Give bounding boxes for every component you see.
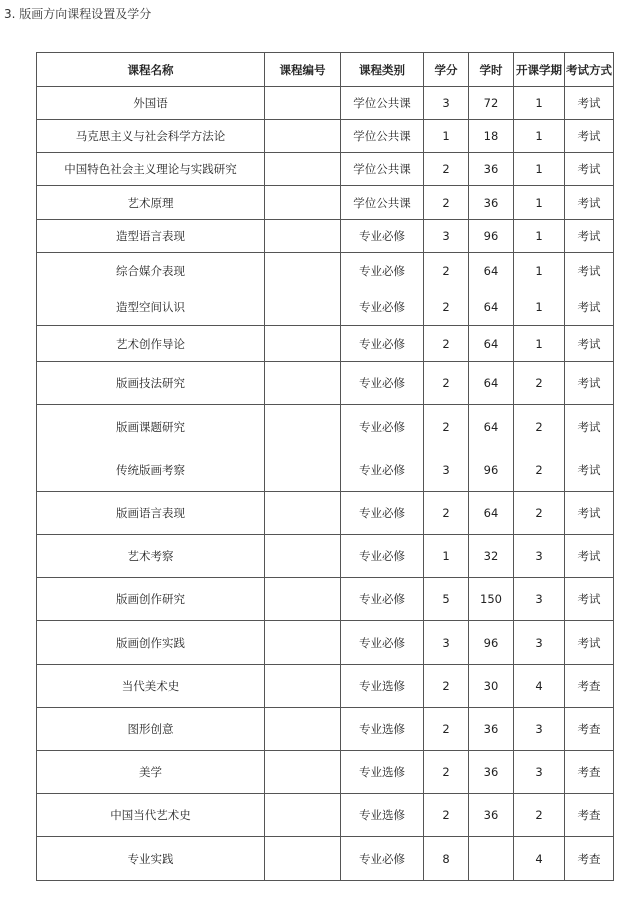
course-exam-value: 考试	[577, 264, 601, 278]
header-course-code: 课程编号	[265, 53, 341, 87]
course-credits-value: 3	[442, 462, 450, 477]
course-semester-value: 1	[535, 264, 543, 278]
course-category: 学位公共课	[341, 186, 424, 220]
course-exam	[565, 253, 614, 326]
course-exam: 考试	[565, 326, 614, 362]
course-category: 专业必修	[341, 837, 424, 881]
table-row	[37, 492, 614, 535]
table-row	[37, 751, 614, 794]
table-header-row	[37, 53, 614, 87]
course-semester: 1	[514, 326, 565, 362]
course-category: 专业选修	[341, 665, 424, 708]
course-category	[341, 405, 424, 492]
course-table	[36, 52, 614, 881]
course-semester: 1	[514, 120, 565, 153]
course-code	[265, 794, 341, 837]
course-exam: 考试	[565, 220, 614, 253]
course-hours	[469, 405, 514, 492]
course-category-value: 专业必修	[359, 300, 405, 314]
course-exam	[565, 405, 614, 492]
course-category: 专业必修	[341, 326, 424, 362]
course-semester: 1	[514, 153, 565, 186]
course-exam: 考试	[565, 120, 614, 153]
course-code	[265, 87, 341, 120]
course-category: 专业选修	[341, 794, 424, 837]
course-hours: 150	[469, 578, 514, 621]
table-row	[37, 535, 614, 578]
course-semester	[514, 253, 565, 326]
course-code	[265, 535, 341, 578]
course-credits-value: 2	[442, 264, 450, 278]
course-code-value	[265, 289, 340, 325]
course-credits-value: 2	[442, 300, 450, 314]
course-hours: 18	[469, 120, 514, 153]
course-semester: 4	[514, 837, 565, 881]
course-code	[265, 837, 341, 881]
table-row	[37, 87, 614, 120]
course-credits: 2	[424, 362, 469, 405]
course-semester-value: 2	[535, 419, 543, 434]
course-semester: 3	[514, 535, 565, 578]
course-name: 艺术创作导论	[37, 326, 265, 362]
table-row	[37, 708, 614, 751]
table-row	[37, 220, 614, 253]
course-name: 版画创作研究	[37, 578, 265, 621]
course-exam: 考试	[565, 535, 614, 578]
course-code	[265, 751, 341, 794]
course-semester: 3	[514, 621, 565, 665]
course-hours: 64	[469, 362, 514, 405]
table-row	[37, 405, 614, 492]
course-hours: 96	[469, 621, 514, 665]
course-hours: 36	[469, 186, 514, 220]
course-exam: 考试	[565, 578, 614, 621]
course-category: 学位公共课	[341, 120, 424, 153]
table-row	[37, 153, 614, 186]
course-hours-value: 64	[483, 264, 499, 278]
course-hours: 36	[469, 751, 514, 794]
course-exam: 考查	[565, 708, 614, 751]
course-code	[265, 153, 341, 186]
table-row	[37, 665, 614, 708]
course-semester: 3	[514, 751, 565, 794]
course-category: 专业必修	[341, 492, 424, 535]
course-name: 美学	[37, 751, 265, 794]
course-category-value: 专业必修	[359, 419, 405, 434]
course-hours-value: 64	[483, 419, 499, 434]
course-name: 造型语言表现	[37, 220, 265, 253]
header-course-category: 课程类别	[341, 53, 424, 87]
course-name: 专业实践	[37, 837, 265, 881]
course-credits: 2	[424, 492, 469, 535]
table-row	[37, 186, 614, 220]
course-name: 版画技法研究	[37, 362, 265, 405]
course-name: 综合媒介表现	[116, 264, 185, 278]
course-code	[265, 326, 341, 362]
course-name: 版画创作实践	[37, 621, 265, 665]
course-category: 专业必修	[341, 578, 424, 621]
course-exam: 考查	[565, 751, 614, 794]
course-semester-value: 2	[535, 462, 543, 477]
course-code-value	[265, 253, 340, 289]
course-code	[265, 708, 341, 751]
course-semester: 2	[514, 492, 565, 535]
course-hours: 36	[469, 794, 514, 837]
course-semester: 1	[514, 87, 565, 120]
course-category: 专业选修	[341, 751, 424, 794]
course-hours: 36	[469, 153, 514, 186]
course-code	[265, 665, 341, 708]
course-name: 中国特色社会主义理论与实践研究	[37, 153, 265, 186]
table-row	[37, 578, 614, 621]
course-name-group	[37, 253, 265, 326]
course-semester	[514, 405, 565, 492]
course-hours-value: 96	[483, 462, 499, 477]
course-semester: 2	[514, 362, 565, 405]
table-row	[37, 120, 614, 153]
course-name: 当代美术史	[37, 665, 265, 708]
course-category: 专业必修	[341, 535, 424, 578]
course-name-group	[37, 405, 265, 492]
course-exam: 考试	[565, 87, 614, 120]
course-code	[265, 621, 341, 665]
course-hours: 36	[469, 708, 514, 751]
course-exam: 考试	[565, 492, 614, 535]
course-semester: 2	[514, 794, 565, 837]
course-exam: 考查	[565, 837, 614, 881]
table-row	[37, 794, 614, 837]
course-code	[265, 253, 341, 326]
course-credits: 2	[424, 708, 469, 751]
course-semester: 4	[514, 665, 565, 708]
course-category: 专业必修	[341, 621, 424, 665]
header-exam-type: 考试方式	[565, 53, 614, 87]
course-credits: 2	[424, 186, 469, 220]
course-name: 外国语	[37, 87, 265, 120]
course-hours	[469, 253, 514, 326]
table-row	[37, 362, 614, 405]
course-credits: 3	[424, 220, 469, 253]
course-semester: 1	[514, 186, 565, 220]
course-exam: 考试	[565, 621, 614, 665]
course-category: 学位公共课	[341, 87, 424, 120]
course-credits: 2	[424, 794, 469, 837]
course-exam: 考试	[565, 153, 614, 186]
course-code-value	[265, 405, 340, 448]
course-category	[341, 253, 424, 326]
course-hours: 32	[469, 535, 514, 578]
course-name: 艺术考察	[37, 535, 265, 578]
course-semester: 3	[514, 708, 565, 751]
course-credits: 2	[424, 665, 469, 708]
course-semester: 1	[514, 220, 565, 253]
course-credits: 3	[424, 621, 469, 665]
table-row	[37, 326, 614, 362]
course-name: 图形创意	[37, 708, 265, 751]
course-code	[265, 362, 341, 405]
course-credits: 1	[424, 120, 469, 153]
course-hours: 64	[469, 326, 514, 362]
course-code-value	[265, 448, 340, 491]
header-semester: 开课学期	[514, 53, 565, 87]
course-hours	[469, 837, 514, 881]
table-row	[37, 621, 614, 665]
course-credits	[424, 405, 469, 492]
course-exam: 考查	[565, 794, 614, 837]
course-hours: 96	[469, 220, 514, 253]
header-course-name: 课程名称	[37, 53, 265, 87]
course-exam: 考查	[565, 665, 614, 708]
course-exam-value: 考试	[577, 419, 601, 434]
header-credits: 学分	[424, 53, 469, 87]
course-credits: 1	[424, 535, 469, 578]
course-credits: 2	[424, 326, 469, 362]
course-code	[265, 578, 341, 621]
course-code	[265, 492, 341, 535]
course-category-value: 专业必修	[359, 264, 405, 278]
course-credits: 8	[424, 837, 469, 881]
course-name: 版画语言表现	[37, 492, 265, 535]
course-credits: 5	[424, 578, 469, 621]
header-hours: 学时	[469, 53, 514, 87]
section-title: 3. 版画方向课程设置及学分	[4, 7, 152, 21]
course-code	[265, 220, 341, 253]
table-row	[37, 253, 614, 326]
course-credits: 3	[424, 87, 469, 120]
course-hours: 72	[469, 87, 514, 120]
course-exam-value: 考试	[577, 462, 601, 477]
course-name: 马克思主义与社会科学方法论	[37, 120, 265, 153]
table-row	[37, 837, 614, 881]
course-category: 学位公共课	[341, 153, 424, 186]
course-category-value: 专业必修	[359, 462, 405, 477]
course-exam: 考试	[565, 362, 614, 405]
course-code	[265, 120, 341, 153]
course-category: 专业必修	[341, 362, 424, 405]
course-exam-value: 考试	[577, 300, 601, 314]
course-name: 造型空间认识	[116, 300, 185, 314]
course-semester: 3	[514, 578, 565, 621]
course-name: 版画课题研究	[116, 419, 185, 434]
course-semester-value: 1	[535, 300, 543, 314]
course-category: 专业选修	[341, 708, 424, 751]
course-name: 中国当代艺术史	[37, 794, 265, 837]
course-credits: 2	[424, 153, 469, 186]
course-exam: 考试	[565, 186, 614, 220]
course-name: 艺术原理	[37, 186, 265, 220]
course-credits	[424, 253, 469, 326]
course-category: 专业必修	[341, 220, 424, 253]
course-credits: 2	[424, 751, 469, 794]
course-hours: 64	[469, 492, 514, 535]
course-hours-value: 64	[483, 300, 499, 314]
course-code	[265, 405, 341, 492]
course-name: 传统版画考察	[116, 462, 185, 477]
course-credits-value: 2	[442, 419, 450, 434]
course-hours: 30	[469, 665, 514, 708]
course-code	[265, 186, 341, 220]
